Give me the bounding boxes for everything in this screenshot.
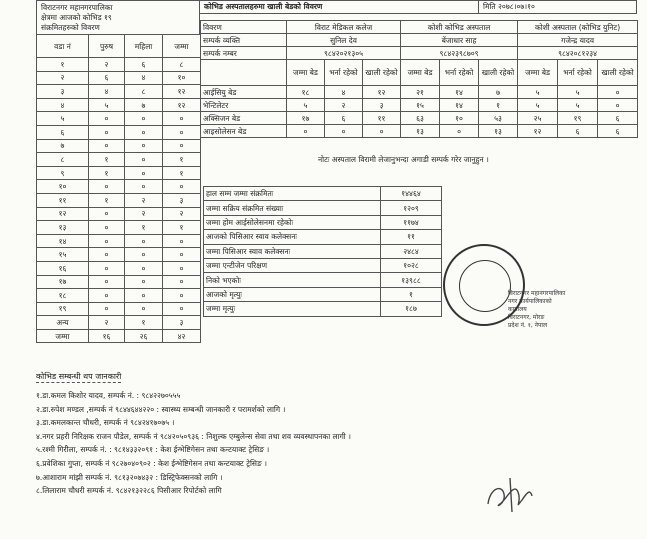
ward-row (37, 221, 201, 235)
bed-count: ० (598, 99, 638, 112)
bed-sub-header: जम्मा बेड (518, 60, 558, 86)
summary-value: ११७४ (381, 215, 442, 229)
contact-person: बेंजाधार साह (401, 34, 518, 47)
info-contact-row: २.डा.रुपेश मण्डल ,सम्पर्क नं ९८४४६४४२२० : स्वास्थ्य सम्बन्धी जानकारी र परामर्शको लागि । (36, 404, 286, 414)
bed-count: १३ (479, 125, 518, 138)
ward-col-header: जम्मा (163, 35, 201, 58)
seal-line: कार्यालय (508, 306, 527, 313)
ward-number: १८ (37, 289, 89, 303)
bed-type-label: भेन्टिलेटर (201, 99, 287, 112)
info-contact-row: ६.प्रवेशिका गुप्ता, सम्पर्क नं ९८२७०४०९०२ : केश ईन्भेष्टिगेसन तथा कन्टयाक्ट ट्रेसिङ । (36, 458, 268, 468)
ward-number: १४ (37, 234, 89, 248)
bed-count: १३ (401, 125, 440, 138)
bed-count: १८ (287, 86, 325, 99)
seal-line: नगर कार्यपालिकाको (508, 298, 552, 305)
ward-col-header: महिला (125, 35, 163, 58)
hospital-beds-block (200, 0, 637, 138)
summary-label: हाल सम्म जम्मा संक्रमितः (204, 187, 381, 201)
ward-value: ० (89, 275, 125, 289)
bed-count: ० (363, 125, 401, 138)
bed-count: ५ (518, 86, 558, 99)
bed-count: २ (325, 99, 363, 112)
ward-value: २ (125, 193, 163, 207)
ward-value: ० (163, 234, 201, 248)
blank-cell (201, 60, 287, 86)
summary-row (204, 273, 442, 287)
bed-count: १० (440, 112, 479, 125)
ward-value: ८ (163, 58, 201, 72)
ward-number: १ (37, 58, 89, 72)
info-contact-row: १.डा.कमल किशोर यादव, सम्पर्क नं. : ९८४२२७०५५५ (36, 391, 181, 400)
ward-number: ११ (37, 193, 89, 207)
ward-number: अन्य (37, 316, 89, 330)
bed-count: ४ (325, 86, 363, 99)
summary-value: १२०९ (381, 201, 442, 215)
ward-value: ० (163, 275, 201, 289)
ward-number: ५ (37, 112, 89, 126)
signature (480, 474, 540, 514)
ward-value: ० (125, 302, 163, 316)
ward-value: ० (163, 261, 201, 275)
ward-row (37, 112, 201, 126)
ward-value: ० (89, 261, 125, 275)
bed-count: १७ (287, 112, 325, 125)
ward-col-header: पुरुष (89, 35, 125, 58)
ward-value: २६ (125, 329, 163, 343)
ward-value: ३ (163, 316, 201, 330)
bed-count: १२ (363, 86, 401, 99)
summary-row (204, 187, 442, 201)
ward-value: १० (163, 71, 201, 85)
ward-value: १ (163, 153, 201, 167)
ward-row (37, 207, 201, 221)
hospital-table-title: कोभिड अस्पतालहरुमा खाली बेडको विवरण (200, 1, 479, 13)
ward-number: १९ (37, 302, 89, 316)
ward-row (37, 316, 201, 330)
bed-count: ६ (598, 112, 638, 125)
ward-row (37, 275, 201, 289)
bed-sub-header: जम्मा बेड (401, 60, 440, 86)
ward-value: ८ (125, 85, 163, 99)
bed-count: ० (440, 125, 479, 138)
ward-value: १ (125, 316, 163, 330)
bed-count: ५ (558, 86, 598, 99)
ward-row (37, 166, 201, 180)
ward-value: ६ (89, 71, 125, 85)
ward-value: ० (125, 125, 163, 139)
info-contact-row: ७.आशाराम मांझी सम्पर्क नं. ९८१३२०७४३२ : डिस्ट्रिफेक्सनको लागि । (36, 472, 223, 482)
hospital-title-bar (200, 0, 637, 14)
bed-count: ६ (325, 112, 363, 125)
ward-value: ६ (125, 58, 163, 72)
ward-col-header: वडा नं (37, 35, 89, 58)
ward-value: १२ (163, 85, 201, 99)
ward-value: ० (89, 112, 125, 126)
contact-number-label: सम्पर्क नम्बर (201, 47, 287, 60)
ward-value: १ (163, 221, 201, 235)
hospital-name: कोशी अस्पताल (कोभिड युनिट) (518, 21, 638, 34)
ward-value: ० (89, 248, 125, 262)
summary-label: आजको पिसिआर स्वाव कलेक्सनः (204, 230, 381, 244)
ward-row (37, 58, 201, 72)
ward-value: ० (89, 289, 125, 303)
ward-value: १ (89, 153, 125, 167)
ward-value: ७ (125, 98, 163, 112)
bed-count: ५ (518, 99, 558, 112)
bed-count: ६३ (401, 112, 440, 125)
ward-row (37, 329, 201, 343)
bed-sub-header: खाली रहेको (598, 60, 638, 86)
info-contact-row: ३.डा.कमलकान्त चौधरी, सम्पर्क नं ९८४२४१७०७५ । (36, 418, 175, 428)
summary-label: जम्मा होम आईसोलेसनमा रहेकोः (204, 215, 381, 229)
ward-title-line-1: विराटनगर महानगरपालिका (41, 3, 113, 12)
ward-number: १३ (37, 221, 89, 235)
summary-value: १ (381, 287, 442, 301)
seal-line: प्रदेश नं. १, नेपाल (508, 322, 548, 329)
bed-count: १५ (401, 99, 440, 112)
contact-number: ९८४२३९८७०९ (401, 47, 518, 60)
summary-value: १०२८ (381, 258, 442, 272)
bed-count: ० (287, 125, 325, 138)
ward-value: ० (125, 153, 163, 167)
summary-value: १३९८८ (381, 273, 442, 287)
bed-count: ५ (287, 99, 325, 112)
bed-sub-header: खाली रहेको (479, 60, 518, 86)
ward-value: ४ (125, 71, 163, 85)
summary-row (204, 215, 442, 229)
ward-value: ० (163, 125, 201, 139)
ward-value: ० (125, 139, 163, 153)
bed-row (201, 99, 638, 112)
seal-text (508, 290, 588, 330)
ward-number: ९ (37, 166, 89, 180)
ward-value: ० (89, 302, 125, 316)
bed-count: १४ (440, 99, 479, 112)
bed-count: १२ (518, 125, 558, 138)
bed-count: १९ (558, 112, 598, 125)
summary-row (204, 230, 442, 244)
summary-row (204, 287, 442, 301)
ward-row (37, 302, 201, 316)
ward-value: ० (89, 139, 125, 153)
ward-value: २ (89, 58, 125, 72)
contact-person: गजेन्द्र यादव (518, 34, 638, 47)
bed-count: ६ (558, 125, 598, 138)
ward-number: ६ (37, 125, 89, 139)
ward-value: ० (163, 139, 201, 153)
contact-number: ९८४२०२१३०५ (287, 47, 401, 60)
bed-count: २१ (401, 86, 440, 99)
ward-value: १ (163, 166, 201, 180)
bed-sub-header: भर्ना रहेको (325, 60, 363, 86)
summary-label: जम्मा सक्रिय संक्रमित संख्याः (204, 201, 381, 215)
bed-count: ५ (558, 99, 598, 112)
ward-title-line-2: क्षेत्रमा आजको कोभिड १९ (41, 13, 112, 22)
bed-row (201, 125, 638, 138)
ward-row (37, 139, 201, 153)
seal-line: विराटनगर, मोरङ (508, 314, 545, 321)
bed-count: ३ (363, 99, 401, 112)
summary-value: ११ (381, 230, 442, 244)
ward-value: ० (89, 125, 125, 139)
hospital-name: कोशी कोभिड अस्पताल (401, 21, 518, 34)
summary-row (204, 302, 442, 316)
ward-number: ७ (37, 139, 89, 153)
ward-value: ३ (163, 193, 201, 207)
bed-count: ११ (363, 112, 401, 125)
bed-sub-header: भर्ना रहेको (440, 60, 479, 86)
bed-sub-header: जम्मा बेड (287, 60, 325, 86)
additional-info (36, 371, 556, 498)
ward-value: ० (125, 180, 163, 194)
report-date: मिति २०७८।०७।१० (483, 2, 535, 11)
ward-value: ० (125, 166, 163, 180)
summary-value: २४८४ (381, 244, 442, 258)
hospital-beds-table (200, 20, 638, 138)
bed-count: ५३ (479, 112, 518, 125)
ward-row (37, 234, 201, 248)
seal-inner-ring (459, 260, 511, 312)
summary-row (204, 201, 442, 215)
contact-number: ९८४२०८१२३४ (518, 47, 638, 60)
ward-value: ० (89, 221, 125, 235)
ward-title-line-3: संक्रमितहरुको विवरण (41, 23, 100, 32)
bed-sub-header: भर्ना रहेको (558, 60, 598, 86)
bed-count: ७ (479, 86, 518, 99)
bed-type-label: अक्सिजन बेड (201, 112, 287, 125)
bed-row (201, 86, 638, 99)
hospital-note: नोटः अस्पताल विरामी लेजानुभन्दा अगाडी सम्पर्क गरेर जानुहुन । (318, 155, 489, 164)
contact-person: सुनिल देव (287, 34, 401, 47)
ward-summary-block (36, 0, 200, 343)
ward-value: १ (125, 221, 163, 235)
summary-label: जम्मा पिसिआर स्वाव कलेक्सनः (204, 244, 381, 258)
ward-value: ० (125, 261, 163, 275)
ward-value: ० (125, 289, 163, 303)
ward-value: ० (125, 275, 163, 289)
bed-count: ० (598, 86, 638, 99)
ward-value: ० (89, 180, 125, 194)
ward-row (37, 261, 201, 275)
ward-table-title (36, 0, 200, 34)
bed-row (201, 112, 638, 125)
bed-count: १४ (440, 86, 479, 99)
ward-value: १२ (163, 98, 201, 112)
ward-number: २ (37, 71, 89, 85)
summary-label: जम्मा एन्टीजेन परिक्षण (204, 258, 381, 272)
ward-row (37, 180, 201, 194)
ward-value: ० (163, 180, 201, 194)
contact-person-label: सम्पर्क व्यक्ति (201, 34, 287, 47)
info-title: कोभिड सम्बन्धी थप जानकारी (36, 372, 122, 381)
ward-value: ० (163, 112, 201, 126)
bed-type-label: आईसियु बेड (201, 86, 287, 99)
ward-number: ४ (37, 98, 89, 112)
summary-label: आजको मृत्युः (204, 287, 381, 301)
summary-value: १८७ (381, 302, 442, 316)
ward-value: ४२ (163, 329, 201, 343)
summary-row (204, 258, 442, 272)
ward-row (37, 71, 201, 85)
summary-value: १४४६४ (381, 187, 442, 201)
bed-count: ० (325, 125, 363, 138)
summary-label: निको भएकोः (204, 273, 381, 287)
ward-value: १६ (89, 329, 125, 343)
bed-count: २५ (518, 112, 558, 125)
bed-sub-header: खाली रहेको (363, 60, 401, 86)
ward-number: १० (37, 180, 89, 194)
ward-number: १६ (37, 261, 89, 275)
bed-count: १ (479, 99, 518, 112)
ward-row (37, 193, 201, 207)
hospital-name: विराट मेडिकल कलेज (287, 21, 401, 34)
ward-value: ५ (89, 98, 125, 112)
info-contact-row: ८.लिलाराम चौधरी सम्पर्क नं. ९८४२१३२२८६ पिसीआर रिपोर्टको लागि (36, 486, 222, 496)
ward-value: ० (163, 302, 201, 316)
info-contact-row: ४.नगर प्रहरी निरिक्षक राजन पौडेल, सम्पर्क नं ९८४२०५०९३६ : निशुल्क एम्बुलेन्स सेवा तथा शव व्यवस्थापनका लागी । (36, 431, 351, 441)
ward-number: १७ (37, 275, 89, 289)
ward-value: २ (125, 207, 163, 221)
ward-number: १२ (37, 207, 89, 221)
ward-value: २ (89, 316, 125, 330)
ward-value: १ (89, 193, 125, 207)
detail-header: विवरण (201, 21, 287, 34)
ward-value: ० (163, 289, 201, 303)
ward-value: ० (125, 234, 163, 248)
ward-value: ४ (89, 85, 125, 99)
summary-table (203, 186, 442, 317)
ward-value: ० (125, 112, 163, 126)
ward-number: ८ (37, 153, 89, 167)
ward-row (37, 289, 201, 303)
ward-table (36, 34, 201, 343)
info-contact-row: ५.रश्मी गिरीेला, सम्पर्क नं. : ९८१४३३२०९१ : केश ईन्भेष्टिगेसन तथा कन्टयाक्ट ट्रेसिङ । (36, 445, 270, 455)
ward-number: १५ (37, 248, 89, 262)
ward-value: १ (89, 166, 125, 180)
ward-row (37, 98, 201, 112)
summary-row (204, 244, 442, 258)
ward-value: ० (125, 248, 163, 262)
bed-count: ६ (598, 125, 638, 138)
ward-number: जम्मा (37, 329, 89, 343)
seal-line: विराटनगर महानगरपालिका (508, 290, 566, 297)
bed-type-label: आइसोलेसन बेड (201, 125, 287, 138)
ward-value: ० (89, 207, 125, 221)
ward-row (37, 248, 201, 262)
ward-row (37, 153, 201, 167)
summary-label: जम्मा मृत्युः (204, 302, 381, 316)
ward-value: ० (163, 248, 201, 262)
ward-row (37, 85, 201, 99)
ward-value: २ (163, 207, 201, 221)
ward-row (37, 125, 201, 139)
ward-value: ० (89, 234, 125, 248)
ward-number: ३ (37, 85, 89, 99)
